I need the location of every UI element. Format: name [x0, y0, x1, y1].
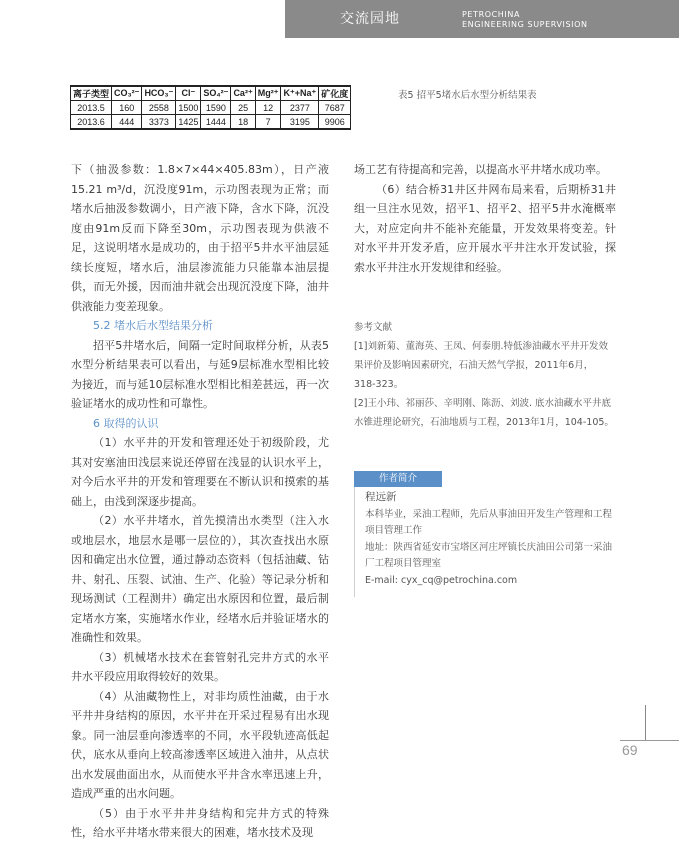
- table-cell: 12: [255, 101, 281, 115]
- brand-line-1: PETROCHINA: [462, 10, 521, 19]
- table-cell: 2013.6: [71, 115, 112, 130]
- body-paragraph: （4）从油藏物性上，对非均质性油藏，由于水平井井身结构的原因，水平井在开采过程易有出水现象。同一油层垂向渗透率的不同，水平段轨迹高低起伏，底水从垂向上较高渗透率区域进入油井，从点状出水发展曲面出水，从而使水平井含水率迅速上升，造成严重的出水问题。: [71, 689, 329, 800]
- author-info: [365, 489, 617, 589]
- section-heading: 6 取得的认识: [93, 416, 159, 430]
- table-cell: 1425: [176, 115, 201, 130]
- table-cell: 1590: [201, 101, 231, 115]
- table-cell: 2558: [142, 101, 176, 115]
- page-number: 69: [622, 742, 638, 758]
- left-column: [71, 160, 329, 843]
- reference-item: [1]刘新菊、董海英、王凤、何泰朋.特低渗油藏水平井开发效果评价及影响因素研究，石油天然气学报，2011年6月，318-323。: [354, 341, 608, 390]
- subsection-heading: 5.2 堵水后水型结果分析: [93, 319, 213, 332]
- body-paragraph: （1）水平井的开发和管理还处于初级阶段，尤其对安塞油田浅层来说还停留在浅显的认识水平上，对今后水平井的开发和管理要在不断认识和摸索的基础上，由浅到深逐步提高。: [71, 436, 329, 508]
- author-email: E-mail: cyx_cq@petrochina.com: [365, 574, 518, 586]
- table-header-cell: CO₃²⁻: [112, 86, 142, 101]
- table-cell: 2377: [281, 101, 319, 115]
- table-cell: 18: [231, 115, 255, 130]
- section-title: 交流园地: [340, 11, 400, 27]
- table-cell: 3195: [281, 115, 319, 130]
- table-cell: 160: [112, 101, 142, 115]
- reference-item: [2]王小玮、祁丽莎、辛明刚、陈沥、刘波. 底水油藏水平井底水锥进理论研究，石油地质与工程，2013年1月，104-105。: [354, 398, 614, 428]
- body-paragraph: 招平5井堵水后，间隔一定时间取样分析，从表5水型分析结果表可以看出，与延9层标准水型相比较为接近，而与延10层标准水型相比相差甚远，再一次验证堵水的成功性和可靠性。: [71, 338, 329, 410]
- body-paragraph: （6）结合桥31井区井网布局来看，后期桥31井组一旦注水见效，招平1、招平2、招平5井水淹概率大，对应定向井不能补充能量，开发效果将变差。针对水平井开发矛盾，应开展水平井注水开发试验，探索水平井注水开发规律和经验。: [354, 182, 616, 274]
- table-cell: 444: [112, 115, 142, 130]
- table-cell: 7: [255, 115, 281, 130]
- body-paragraph: （3）机械堵水技术在套管射孔完井方式的水平井水平段应用取得较好的效果。: [71, 650, 329, 683]
- table-header-cell: K⁺+Na⁺: [281, 86, 319, 101]
- table-header-cell: Mg²⁺: [255, 86, 281, 101]
- journal-brand: [462, 10, 588, 30]
- references-title: 参考文献: [354, 322, 393, 333]
- table-cell: 25: [231, 101, 255, 115]
- table-cell: 2013.5: [71, 101, 112, 115]
- body-paragraph: 场工艺有待提高和完善，以提高水平井堵水成功率。: [354, 163, 607, 176]
- references-list: [354, 337, 614, 432]
- author-address: 地址：陕西省延安市宝塔区河庄坪镇长庆油田公司第一采油厂工程项目管理室: [365, 541, 613, 569]
- table-cell: 1444: [201, 115, 231, 130]
- table-header-cell: 矿化度: [319, 86, 351, 101]
- table-header-cell: Cl⁻: [176, 86, 201, 101]
- table-caption: 表5 招平5堵水后水型分析结果表: [398, 90, 537, 101]
- body-paragraph: （5）由于水平井井身结构和完井方式的特殊性，给水平井堵水带来很大的困难，堵水技术及现: [71, 806, 329, 839]
- author-name: 程远新: [365, 491, 397, 503]
- table-cell: 1500: [176, 101, 201, 115]
- table-header-cell: HCO₃⁻: [142, 86, 176, 101]
- author-bio: 本科毕业，采油工程师，先后从事油田开发生产管理和工程项目管理工作: [365, 508, 613, 536]
- table-header-row: [71, 86, 351, 101]
- author-tag: 作者简介: [354, 471, 442, 487]
- table-row: [71, 101, 351, 115]
- body-paragraph: （2）水平井堵水，首先摸清出水类型（注入水或地层水，地层水是哪一层位的），其次查找出水原因和确定出水位置，通过静动态资料（包括油藏、钻井、射孔、压裂、试油、生产、化验）等记录分析和现场测试（工程测井）确定出水原因和位置，最后制定堵水方案，实施堵水作业，经堵水后并验证堵水的准确性和效果。: [71, 514, 329, 644]
- brand-line-2: ENGINEERING SUPERVISION: [462, 20, 588, 29]
- page-number-rule-vertical: [645, 705, 646, 740]
- table-cell: 9906: [319, 115, 351, 130]
- table-header-cell: Ca²⁺: [231, 86, 255, 101]
- page-number-rule-horizontal: [620, 740, 679, 741]
- table-cell: 7687: [319, 101, 351, 115]
- table-header-cell: SO₄²⁻: [201, 86, 231, 101]
- table-row: [71, 115, 351, 130]
- table-header-cell: 离子类型: [71, 86, 112, 101]
- right-column: [354, 160, 616, 277]
- body-paragraph: 下（抽汲参数：1.8×7×44×405.83m），日产液15.21 m³/d，沉没度91m，示功图表现为正常；而堵水后抽汲参数调小，日产液下降，含水下降，沉没度由91m反而下降至30m，示功图表现为供液不足，这说明堵水是成功的，由于招平5井水平油层延续长度短，堵水后，油层渗流能力只能靠本油层提供，而无外援，因而油井就会出现沉没度下降，油井供液能力变差现象。: [71, 163, 329, 313]
- water-type-table: [70, 85, 351, 130]
- table-cell: 3373: [142, 115, 176, 130]
